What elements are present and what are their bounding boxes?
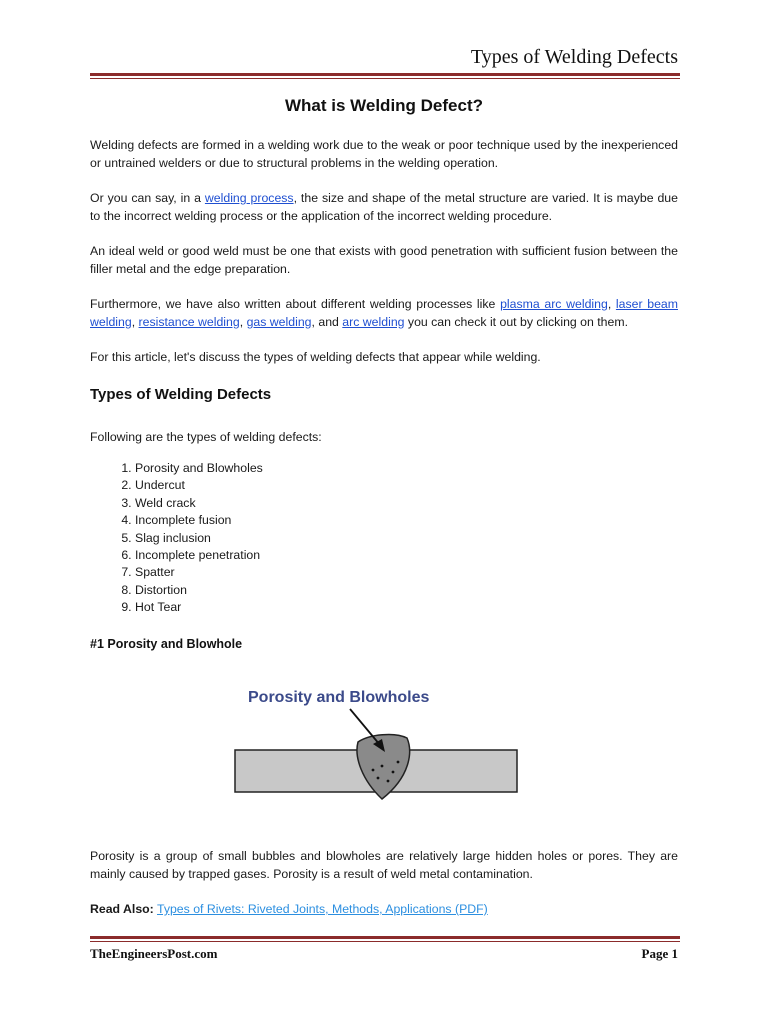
separator: , <box>607 297 616 311</box>
read-also-label: Read Also: <box>90 902 154 916</box>
list-item: 5. Slag inclusion <box>135 530 263 547</box>
paragraph-2 <box>90 190 678 225</box>
footer-rule-thick <box>90 936 680 939</box>
porosity-diagram <box>230 682 520 812</box>
read-also-link[interactable]: Types of Rivets: Riveted Joints, Methods, Applications (PDF) <box>156 902 488 916</box>
list-item: 9. Hot Tear <box>135 599 263 616</box>
link-arc-welding[interactable]: arc welding <box>342 314 405 329</box>
defect-list <box>90 460 263 617</box>
link-gas-welding[interactable]: gas welding <box>246 314 312 329</box>
header-rule-thin <box>90 78 680 79</box>
porosity-paragraph <box>90 848 678 883</box>
pore <box>372 769 375 772</box>
separator: , <box>131 314 139 329</box>
paragraph-3 <box>90 243 678 278</box>
list-item: 3. Weld crack <box>135 495 263 512</box>
paragraph-4 <box>90 296 678 331</box>
section-heading: Types of Welding Defects <box>90 386 272 403</box>
link-resistance-welding[interactable]: resistance welding <box>138 314 240 329</box>
pore <box>392 771 395 774</box>
porosity-figure <box>230 682 520 812</box>
footer-rule-thin <box>90 941 680 942</box>
paragraph-4-text-a: Furthermore, we have also written about different welding processes like <box>90 297 501 311</box>
paragraph-1-text: Welding defects are formed in a welding work due to the weak or poor technique used by the inexperienced or untrained welders or due to structural problems in the welding operation. <box>90 138 678 170</box>
paragraph-2-text-a: Or you can say, in a <box>90 191 205 205</box>
link-plasma-arc-welding[interactable]: plasma arc welding <box>500 297 608 311</box>
separator: , <box>239 314 247 329</box>
figure-label: Porosity and Blowholes <box>248 689 430 706</box>
paragraph-5-text: For this article, let's discuss the types of welding defects that appear while welding. <box>90 350 541 364</box>
page-title: What is Welding Defect? <box>284 96 484 115</box>
list-item: 7. Spatter <box>135 564 263 581</box>
read-also <box>90 901 678 919</box>
pore <box>377 777 380 780</box>
pore <box>397 761 400 764</box>
list-item: 4. Incomplete fusion <box>135 512 263 529</box>
footer-site: TheEngineersPost.com <box>90 946 218 961</box>
paragraph-1 <box>90 137 678 172</box>
section-intro: Following are the types of welding defects: <box>90 430 322 444</box>
link-welding-process[interactable]: welding process <box>204 191 294 205</box>
paragraph-2-text-b: , the size and shape of the metal structure are varied. It is maybe due to the incorrect welding process or the application of the incorrect welding procedure. <box>90 191 678 223</box>
subsection-heading: #1 Porosity and Blowhole <box>90 637 243 651</box>
header-title: Types of Welding Defects <box>470 46 678 68</box>
list-item: 1. Porosity and Blowholes <box>135 460 263 477</box>
list-item: 2. Undercut <box>135 477 263 494</box>
pore <box>387 780 390 783</box>
link-laser-beam-welding[interactable]: laser beam welding <box>90 297 678 329</box>
list-item: 6. Incomplete penetration <box>135 547 263 564</box>
paragraph-3-text: An ideal weld or good weld must be one that exists with good penetration with sufficient fusion between the filler metal and the edge preparation. <box>90 244 678 276</box>
list-item: 8. Distortion <box>135 582 263 599</box>
separator: , and <box>311 314 343 329</box>
footer-page-number: Page 1 <box>641 946 678 961</box>
header-rule-thick <box>90 73 680 76</box>
porosity-paragraph-text: Porosity is a group of small bubbles and blowholes are relatively large hidden holes or pores. They are mainly caused by trapped gases. Porosity is a result of weld metal contamination. <box>90 849 678 881</box>
pore <box>381 765 384 768</box>
paragraph-4-text-b: you can check it out by clicking on them. <box>404 314 629 329</box>
paragraph-5 <box>90 349 678 367</box>
